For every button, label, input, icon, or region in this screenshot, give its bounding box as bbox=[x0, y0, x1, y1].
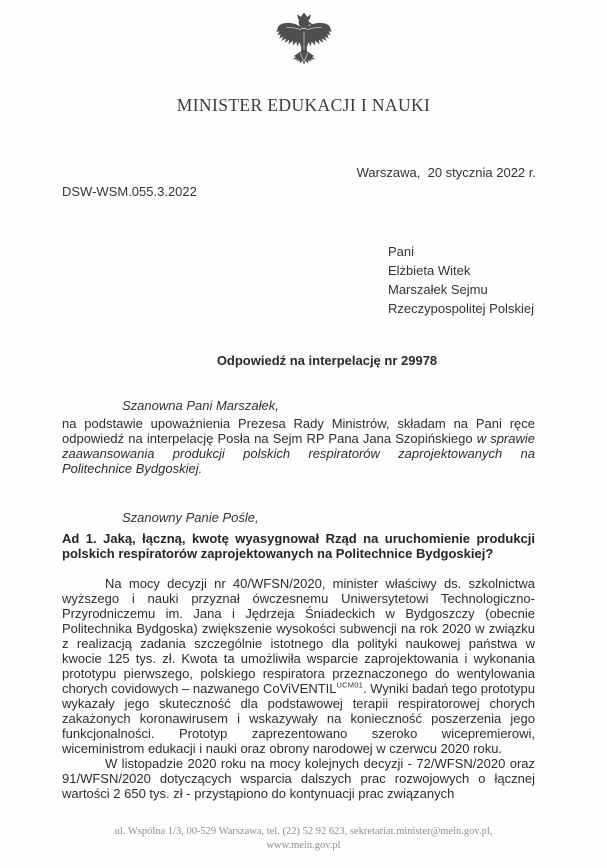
recipient-line: Rzeczypospolitej Polskiej bbox=[388, 301, 534, 316]
recipient-block bbox=[388, 242, 534, 318]
answer-paragraph-2: W listopadzie 2020 roku na mocy kolejnych decyzji - 72/WFSN/2020 oraz 91/WFSN/2020 dotyczących wsparcia dalszych prac rozwojowych o łącznej wartości 2 650 tys. zł - przystąpiono do kontynuacji prac związanych bbox=[62, 756, 535, 801]
footer-contact bbox=[0, 825, 607, 852]
footer-website: www.mein.gov.pl bbox=[266, 839, 341, 851]
letterhead-title: MINISTER EDUKACJI I NAUKI bbox=[176, 95, 431, 115]
recipient-line: Elżbieta Witek bbox=[388, 263, 471, 278]
intro-text: na podstawie upoważnienia Prezesa Rady Ministrów, składam na Pani ręce odpowiedź na interpelację Posła na Sejm RP Pana Jana Szopińskiego bbox=[62, 416, 535, 446]
subject-line: Odpowiedź na interpelację nr 29978 bbox=[216, 353, 438, 368]
interpellation-title: w sprawie zaawansowania produkcji polskich respiratorów zaprojektowanych na Politechnice Bydgoskiej. bbox=[62, 431, 535, 476]
answer-text bbox=[62, 576, 535, 801]
paragraph-text: Na mocy decyzji nr 40/WFSN/2020, minister właściwy ds. szkolnictwa wyższego i nauki przyznał ówczesnemu Uniwersytetowi Technologiczno-Przyrodniczemu im. Jana i Jędrzeja Śniadeckich w Bydgoszczy (obecnie Politechnika Bydgoska) zwiększenie wysokości subwencji na rok 2020 w związku z realizacją zadania szczególnie istotnego dla polityki naukowej państwa w kwocie 125 tys. zł. Kwota ta umożliwiła wsparcie zaprojektowania i wykonania prototypu pierwszego, polskiego respiratora przeznaczonego do wentylowania chorych covidowych – nazwanego CoViVENTIL bbox=[62, 576, 535, 696]
salutation-posel: Szanowny Panie Pośle, bbox=[122, 510, 259, 525]
intro-paragraph bbox=[62, 416, 535, 476]
recipient-line: Pani bbox=[388, 244, 415, 259]
reference-number: DSW-WSM.055.3.2022 bbox=[62, 184, 197, 199]
footer-address-line: ul. Wspólna 1/3, 00-529 Warszawa, tel. (22) 52 92 623, sekretariat.minister@mein.gov.pl, bbox=[114, 826, 493, 837]
recipient-line: Marszałek Sejmu bbox=[388, 282, 488, 297]
respirator-model-superscript: UCM01 bbox=[336, 680, 363, 690]
place-date: Warszawa, 20 stycznia 2022 r. bbox=[356, 165, 536, 180]
salutation-marszalek: Szanowna Pani Marszałek, bbox=[122, 398, 279, 413]
question-heading: Ad 1. Jaką, łączną, kwotę wyasygnował Rząd na uruchomienie produkcji polskich respiratorów zaprojektowanych na Politechnice Bydgoskiej? bbox=[62, 531, 535, 561]
polish-eagle-emblem bbox=[276, 10, 332, 76]
answer-paragraph-1 bbox=[62, 576, 535, 756]
paragraph-text: . Wyniki badań tego prototypu wykazały jego skuteczność dla podstawowej terapii respiratorowej chorych zakażonych koronawirusem i wskazywały na konieczność poszerzenia jego funkcjonalności. Prototyp zaprezentowano szeroko wicepremierowi, wiceministrom edukacji i nauki oraz obrony narodowej w czerwcu 2020 roku. bbox=[62, 681, 535, 756]
